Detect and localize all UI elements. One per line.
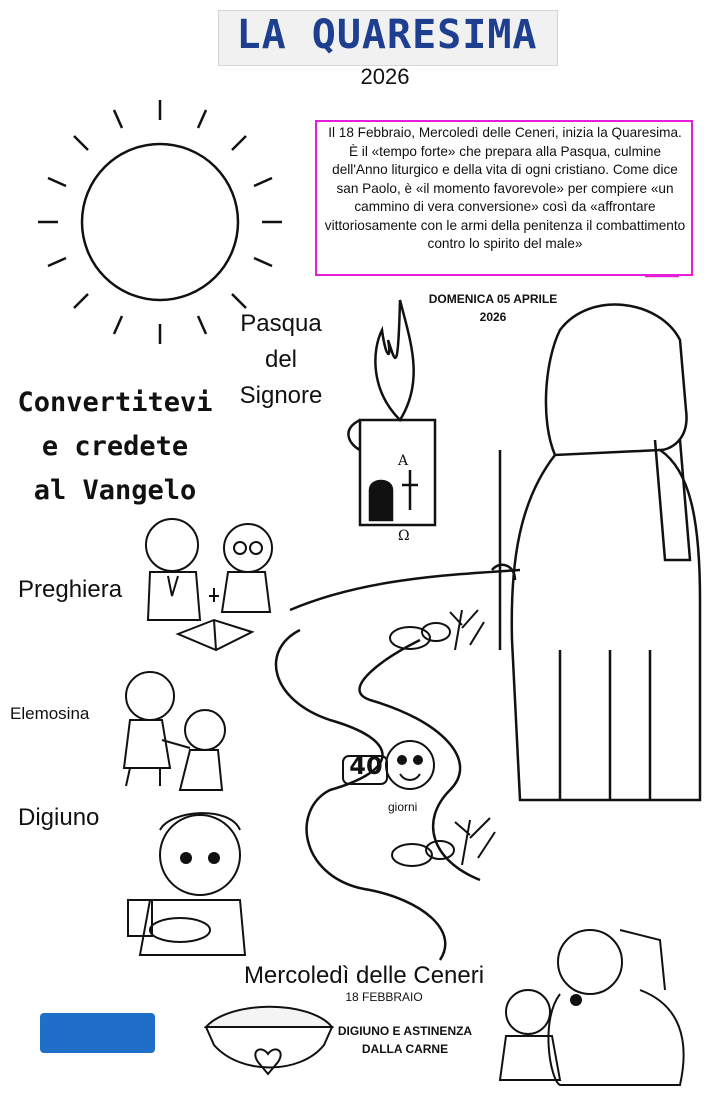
religiocando-logo bbox=[40, 1013, 155, 1053]
easter-date-line2: 2026 bbox=[479, 310, 507, 324]
forty-days-label: giorni bbox=[388, 800, 418, 814]
easter-candle-icon bbox=[348, 300, 435, 544]
ash-wednesday-date: 18 FEBBRAIO bbox=[345, 990, 423, 1004]
motto-line1: Convertitevi bbox=[17, 387, 213, 418]
easter-label-line3: Signore bbox=[239, 382, 323, 409]
motto-line3: al Vangelo bbox=[33, 475, 197, 506]
ash-wednesday-note-line2: DALLA CARNE bbox=[361, 1042, 449, 1056]
priest-ashes-illustration bbox=[500, 930, 684, 1085]
easter-label-line1: Pasqua bbox=[240, 310, 322, 337]
practice-prayer: Preghiera bbox=[18, 576, 123, 603]
page-year: 2026 bbox=[360, 64, 410, 89]
forty-number: 40 bbox=[349, 752, 383, 780]
practice-fasting: Digiuno bbox=[18, 804, 100, 831]
svg-text:Ω: Ω bbox=[398, 528, 410, 544]
page-title: LA QUARESIMA bbox=[236, 12, 538, 58]
svg-text:A: A bbox=[398, 453, 409, 469]
practice-almsgiving: Elemosina bbox=[10, 704, 90, 723]
sun-icon bbox=[38, 100, 282, 344]
easter-date-line1: DOMENICA 05 APRILE bbox=[428, 292, 558, 306]
ash-wednesday-title: Mercoledì delle Ceneri bbox=[243, 962, 485, 989]
info-text: Il 18 Febbraio, Mercoledì delle Ceneri, inizia la Quaresima. È il «tempo forte» che prepara alla Pasqua, culmine dell'Anno liturgico e della vita di ogni cristiano. Come dice san Paolo, è «il momento favorevole» per compiere «un cammino di vera conversione» così da «affrontare vittoriosamente con le armi della penitenza il combattimento contro lo spirito del male» bbox=[324, 125, 686, 251]
praying-children-illustration bbox=[146, 519, 272, 650]
motto-line2: e credete bbox=[41, 431, 189, 462]
almsgiving-children-illustration bbox=[124, 672, 225, 790]
ash-wednesday-note-line1: DIGIUNO E ASTINENZA bbox=[337, 1024, 473, 1038]
rocks-icon bbox=[390, 610, 495, 866]
easter-label-line2: del bbox=[264, 346, 298, 373]
prophet-figure-illustration bbox=[492, 305, 700, 800]
fasting-boy-illustration bbox=[128, 813, 245, 955]
ash-bowl-icon bbox=[206, 1007, 332, 1074]
